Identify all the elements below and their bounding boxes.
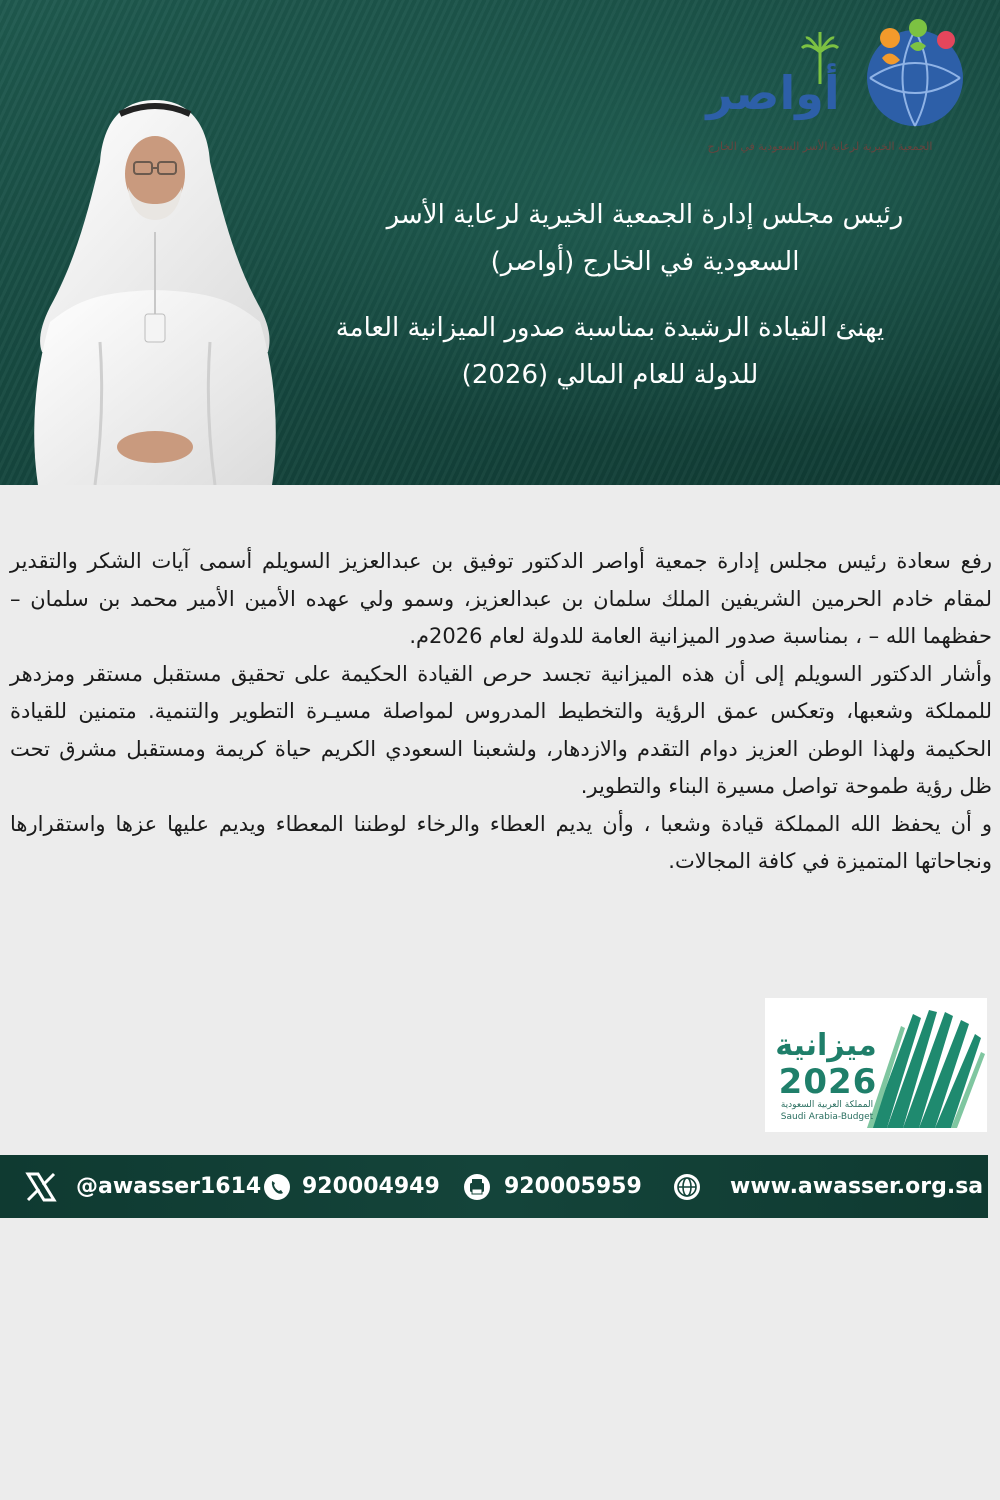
budget-english-caption: Saudi Arabia-Budget bbox=[780, 1112, 874, 1122]
headline-congratulations: يهنئ القيادة الرشيدة بمناسبة صدور الميزانية العامة للدولة للعام المالي (2026) bbox=[335, 313, 885, 390]
budget-word: ميزانية bbox=[775, 1028, 877, 1063]
article-body bbox=[10, 543, 992, 881]
phone-contact[interactable] bbox=[262, 1155, 440, 1218]
header-banner bbox=[0, 0, 1000, 485]
logo-subtitle: الجمعية الخيرية لرعاية الأسر السعودية في الخارج bbox=[707, 140, 933, 153]
phone-number[interactable]: 920004949 bbox=[302, 1174, 440, 1199]
contact-footer bbox=[0, 1155, 988, 1218]
logo-wordmark: أواصر bbox=[706, 66, 840, 120]
headline-chairman: رئيس مجلس إدارة الجمعية الخيرية لرعاية الأسر السعودية في الخارج (أواصر) bbox=[386, 200, 904, 277]
budget-arabic-caption: المملكة العربية السعودية bbox=[780, 1100, 874, 1110]
phone-icon bbox=[262, 1172, 292, 1202]
website-url[interactable]: www.awasser.org.sa bbox=[730, 1174, 984, 1199]
chairman-portrait bbox=[30, 92, 280, 485]
budget-year: 2026 bbox=[778, 1062, 878, 1102]
article-paragraph-3: و أن يحفظ الله المملكة قيادة وشعبا ، وأن يديم العطاء والرخاء لوطننا المعطاء ويديم عليها عزها واستقرارها ونجاحاتها المتميزة في كافة المجالات. bbox=[10, 811, 992, 873]
article-paragraph-2: وأشار الدكتور السويلم إلى أن هذه الميزانية تجسد حرص القيادة الحكيمة على تحقيق مستقبل مستقر ومزدهر للمملكة وشعبها، وتعكس عمق الرؤية والتخطيط المدروس لمواصلة مسيـرة التطوير والتنمية. متمنين للقيادة الحكيمة ولهذا الوطن العزيز دوام التقدم والازدهار، ولشعبنا السعودي الكريم حياة كريمة ومستقبل مشرق تحت ظل رؤية طموحة تواصل مسيرة البناء والتطوير. bbox=[10, 661, 992, 798]
fax-icon bbox=[462, 1172, 492, 1202]
awasser-logo bbox=[690, 18, 975, 168]
fax-number[interactable]: 920005959 bbox=[504, 1174, 642, 1199]
twitter-contact[interactable] bbox=[22, 1155, 261, 1218]
globe-icon bbox=[860, 18, 970, 133]
article-paragraph-1: رفع سعادة رئيس مجلس إدارة جمعية أواصر الدكتور توفيق بن عبدالعزيز السويلم أسمى آيات الشكر والتقدير لمقام خادم الحرمين الشريفين الملك سلمان بن عبدالعزيز، وسمو ولي عهده الأمين الأمير محمد بن سلمان – حفظهما الله – ، بمناسبة صدور الميزانية العامة للدولة لعام 2026م. bbox=[10, 549, 992, 648]
website-contact[interactable] bbox=[672, 1155, 983, 1218]
globe-web-icon bbox=[672, 1172, 702, 1202]
fax-contact[interactable] bbox=[462, 1155, 642, 1218]
budget-2026-logo bbox=[765, 998, 987, 1132]
twitter-handle[interactable]: @awasser1614 bbox=[76, 1174, 262, 1199]
x-twitter-icon[interactable] bbox=[22, 1168, 60, 1206]
